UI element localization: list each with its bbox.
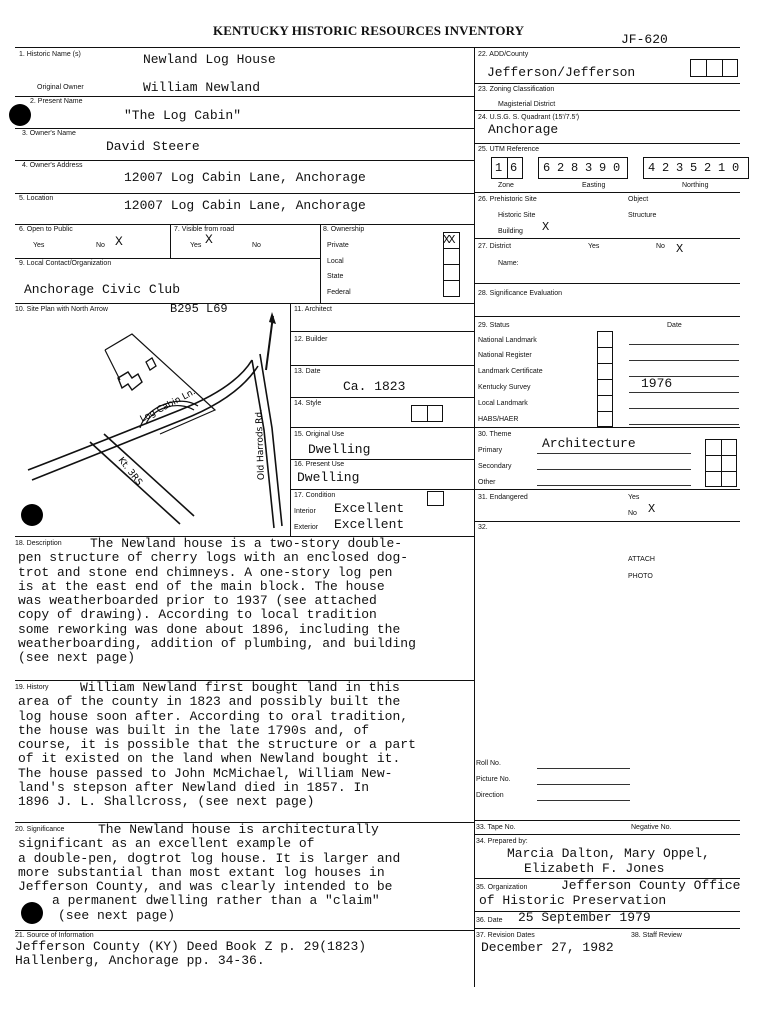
endangered-yes: Yes <box>628 494 640 501</box>
status-div2 <box>597 363 613 364</box>
district-label: 27. District <box>478 243 512 250</box>
rule-r28 <box>474 316 740 317</box>
description-line: was weatherboarded prior to 1937 (see attached <box>18 593 377 609</box>
staff-review-label: 38. Staff Review <box>631 932 682 939</box>
history-line: area of the county in 1823 and possibly built the <box>18 694 401 710</box>
source-line: Jefferson County (KY) Deed Book Z p. 29(1823) <box>15 939 367 954</box>
architect-label: 11. Architect <box>294 306 333 313</box>
history-line: William Newland first bought land in this <box>80 680 400 695</box>
status-national-landmark: National Landmark <box>478 337 537 344</box>
rule-12 <box>290 365 474 366</box>
add-county-label: 22. ADD/County <box>478 51 529 58</box>
theme-code-vdiv <box>721 439 722 487</box>
utm-zone-label: Zone <box>498 182 514 189</box>
rule-r29 <box>474 427 740 428</box>
rule-67-div <box>170 224 171 258</box>
rule-2 <box>15 96 474 97</box>
condition-box[interactable] <box>427 491 444 506</box>
status-date-label: Date <box>667 322 682 329</box>
open-to-public-label: 6. Open to Public <box>19 226 73 233</box>
original-owner-label: Original Owner <box>37 84 84 91</box>
top-rule <box>15 47 740 48</box>
house-footprint <box>118 372 142 390</box>
historic-name-label: 1. Historic Name (s) <box>19 51 81 58</box>
local-contact-value: Anchorage Civic Club <box>24 282 181 297</box>
utm-label: 25. UTM Reference <box>478 146 540 153</box>
utm-northing-digit: 2 <box>662 161 670 175</box>
present-name-label: 2. Present Name <box>30 98 83 105</box>
rule-r26 <box>474 238 740 239</box>
lot-boundary <box>105 334 215 434</box>
picture-line <box>537 784 630 785</box>
site-plan-map <box>20 310 288 534</box>
rule-21 <box>15 930 474 931</box>
rule-r24 <box>474 143 740 144</box>
owners-address-value: 12007 Log Cabin Lane, Anchorage <box>124 170 366 185</box>
source-text <box>15 940 366 969</box>
district-name-label: Name: <box>498 260 519 267</box>
status-habs-haer: HABS/HAER <box>478 416 519 423</box>
rule-10 <box>15 303 474 304</box>
significance-line: The Newland house is architecturally <box>98 822 379 837</box>
location-label: 5. Location <box>19 195 54 202</box>
history-line: 1896 J. L. Shallcross, (see next page) <box>18 794 315 810</box>
utm-easting-digit: 6 <box>543 161 551 175</box>
utm-zone-digit: 1 <box>495 161 503 175</box>
structure-label: Structure <box>628 212 657 219</box>
visible-mark: X <box>205 232 213 247</box>
rule-11 <box>290 331 474 332</box>
own-box-div2 <box>443 264 460 265</box>
exterior-label: Exterior <box>294 524 319 531</box>
significance-eval-label: 28. Significance Evaluation <box>478 290 563 297</box>
rule-8-div <box>320 224 321 303</box>
visible-label: 7. Visible from road <box>174 226 235 233</box>
street-label-1: Log Cabin Ln. <box>138 387 198 425</box>
utm-northing-digit: 1 <box>718 161 726 175</box>
building-mark: X <box>542 220 550 234</box>
ownership-private: Private <box>327 242 349 249</box>
open-mark: X <box>115 234 123 249</box>
original-use-label: 15. Original Use <box>294 431 345 438</box>
rule-3 <box>15 128 474 129</box>
rule-16 <box>290 489 474 490</box>
owners-name-label: 3. Owner's Name <box>22 130 76 137</box>
prepared-by-line1: Marcia Dalton, Mary Oppel, <box>507 846 710 861</box>
rule-5 <box>15 193 474 194</box>
history-text <box>18 681 416 810</box>
site-plan-ref: B295 L69 <box>170 302 228 316</box>
roll-line <box>537 768 630 769</box>
rule-r30 <box>474 489 740 490</box>
status-landmark-certificate: Landmark Certificate <box>478 368 543 375</box>
utm-zone-digit: 6 <box>510 161 518 175</box>
prepared-by-line2: Elizabeth F. Jones <box>524 861 665 876</box>
ownership-label: 8. Ownership <box>323 226 365 233</box>
rule-15 <box>290 459 474 460</box>
significance-line: more substantial than most extant log houses in <box>18 864 385 880</box>
description-label: 18. Description <box>15 540 62 547</box>
significance-line: a permanent dwelling rather than a "claim" <box>52 893 380 909</box>
history-label: 19. History <box>15 684 49 691</box>
date-label: 13. Date <box>294 368 321 375</box>
zoning-value: Magisterial District <box>498 101 556 108</box>
quadrant-label: 24. U.S.G. S. Quadrant (15'/7.5') <box>478 114 580 121</box>
rule-r22 <box>474 83 740 84</box>
rule-4 <box>15 160 474 161</box>
prep-date-label: 36. Date <box>476 917 503 924</box>
rule-r33 <box>474 834 740 835</box>
description-line: trot and stone end chimneys. A one-story log pen <box>18 564 393 580</box>
status-date-line6 <box>629 424 739 425</box>
rule-r23 <box>474 110 740 111</box>
status-national-register: National Register <box>478 352 532 359</box>
utm-northing-label: Northing <box>682 182 709 189</box>
local-contact-label: 9. Local Contact/Organization <box>19 260 112 267</box>
street-label-3: Kt. 3RS <box>115 455 144 488</box>
source-label: 21. Source of Information <box>15 932 94 939</box>
theme-label: 30. Theme <box>478 431 512 438</box>
visible-no: No <box>252 242 261 249</box>
add-code-div1 <box>706 59 707 77</box>
condition-label: 17. Condition <box>294 492 336 499</box>
organization-line1: Jefferson County Office <box>561 878 741 893</box>
theme-secondary-label: Secondary <box>478 463 512 470</box>
status-kentucky-survey: Kentucky Survey <box>478 384 531 391</box>
style-label: 14. Style <box>294 400 322 407</box>
rule-9 <box>15 258 320 259</box>
significance-text <box>18 823 400 923</box>
ownership-state: State <box>327 273 344 280</box>
status-div1 <box>597 347 613 348</box>
status-div4 <box>597 395 613 396</box>
negative-label: Negative No. <box>631 824 672 831</box>
visible-yes: Yes <box>190 242 202 249</box>
ownership-mark: XX <box>443 233 454 247</box>
photo-text: PHOTO <box>628 573 653 580</box>
theme-line1 <box>537 453 691 454</box>
prehistoric-label: 26. Prehistoric Site <box>478 196 537 203</box>
prepared-by-label: 34. Prepared by: <box>476 838 528 845</box>
description-text <box>18 537 416 666</box>
add-code-box[interactable] <box>690 59 738 77</box>
status-date-line2 <box>629 360 739 361</box>
utm-easting-digit: 8 <box>571 161 579 175</box>
historic-name-value: Newland Log House <box>143 52 276 67</box>
status-date-line1 <box>629 344 739 345</box>
ownership-local: Local <box>327 258 344 265</box>
revision-value: December 27, 1982 <box>481 940 614 955</box>
rule-r32 <box>474 820 740 821</box>
form-number: JF-620 <box>621 32 668 47</box>
description-line: pen structure of cherry logs with an enclosed dog- <box>18 550 409 566</box>
theme-other-label: Other <box>478 479 496 486</box>
style-box-div <box>427 405 428 422</box>
rule-r31 <box>474 521 740 522</box>
rule-r36 <box>474 928 740 929</box>
kentucky-survey-date: 1976 <box>641 376 673 391</box>
own-box-div3 <box>443 280 460 281</box>
original-use-value: Dwelling <box>308 442 371 457</box>
middle-column-divider <box>290 303 291 536</box>
utm-easting-digit: 2 <box>557 161 565 175</box>
theme-code-hdiv1 <box>705 455 737 456</box>
original-owner-value: William Newland <box>143 80 261 95</box>
present-name-value: "The Log Cabin" <box>124 108 242 123</box>
history-line: of it existed on the land when Newland bought it. <box>18 751 401 767</box>
history-line: course, it is possible that the structure or a part <box>18 737 416 753</box>
direction-label: Direction <box>476 792 504 799</box>
rule-13 <box>290 397 474 398</box>
zoning-label: 23. Zoning Classification <box>478 86 555 93</box>
utm-zone-box[interactable] <box>491 157 523 179</box>
direction-line <box>537 800 630 801</box>
builder-label: 12. Builder <box>294 336 328 343</box>
present-use-value: Dwelling <box>297 470 360 485</box>
street-label-2: Old Harrods Rd. <box>254 408 267 481</box>
history-line: land's stepson after Newland died in 1857. In <box>18 780 370 796</box>
utm-easting-digit: 0 <box>613 161 621 175</box>
utm-easting-digit: 9 <box>599 161 607 175</box>
description-line: weatherboarding, addition of plumbing, and building <box>18 636 416 652</box>
description-line: (see next page) <box>18 650 136 666</box>
utm-easting-label: Easting <box>582 182 606 189</box>
utm-easting-digit: 3 <box>585 161 593 175</box>
prep-date-value: 25 September 1979 <box>518 910 651 925</box>
history-line: The house passed to John McMichael, William New- <box>18 765 393 781</box>
open-yes: Yes <box>33 242 45 249</box>
picture-label: Picture No. <box>476 776 511 783</box>
significance-line: (see next page) <box>58 907 176 923</box>
roll-label: Roll No. <box>476 760 501 767</box>
utm-easting-box[interactable] <box>538 157 628 179</box>
exterior-value: Excellent <box>334 517 405 532</box>
interior-value: Excellent <box>334 501 405 516</box>
status-date-line5 <box>629 408 739 409</box>
right-column-divider <box>474 47 475 987</box>
description-line: The Newland house is a two-story double- <box>90 536 403 551</box>
present-use-label: 16. Present Use <box>294 461 345 468</box>
rule-r27 <box>474 283 740 284</box>
date-value: Ca. 1823 <box>343 379 406 394</box>
add-county-value: Jefferson/Jefferson <box>487 65 636 80</box>
theme-line2 <box>537 469 691 470</box>
endangered-no: No <box>628 510 637 517</box>
attach-text: ATTACH <box>628 556 655 563</box>
photo-label: 32. <box>478 524 488 531</box>
utm-northing-digit: 5 <box>690 161 698 175</box>
rule-r25 <box>474 192 740 193</box>
theme-primary-label: Primary <box>478 447 503 454</box>
historic-site-label: Historic Site <box>498 212 536 219</box>
own-box-div1 <box>443 248 460 249</box>
organization-line2: of Historic Preservation <box>479 893 667 908</box>
utm-northing-digit: 3 <box>676 161 684 175</box>
site-plan-label: 10. Site Plan with North Arrow <box>15 306 108 313</box>
open-no: No <box>96 242 105 249</box>
punch-hole-top <box>9 104 31 126</box>
endangered-mark: X <box>648 502 656 516</box>
utm-northing-box[interactable] <box>643 157 749 179</box>
quadrant-value: Anchorage <box>488 122 559 137</box>
district-mark: X <box>676 242 684 256</box>
description-line: some reworking was done about 1896, including the <box>18 621 401 637</box>
status-date-line4 <box>629 392 739 393</box>
utm-zone-div <box>507 158 508 179</box>
tape-label: 33. Tape No. <box>476 824 516 831</box>
significance-line: Jefferson County, and was clearly intended to be <box>18 879 393 895</box>
owners-address-label: 4. Owner's Address <box>22 162 83 169</box>
utm-northing-digit: 4 <box>648 161 656 175</box>
source-line: Hallenberg, Anchorage pp. 34-36. <box>15 953 265 969</box>
district-no: No <box>656 243 665 250</box>
building-label: Building <box>498 228 523 235</box>
theme-code-hdiv2 <box>705 471 737 472</box>
organization-label: 35. Organization <box>476 884 528 891</box>
district-yes: Yes <box>588 243 600 250</box>
utm-northing-digit: 0 <box>732 161 740 175</box>
theme-line3 <box>537 485 691 486</box>
outbuilding <box>146 358 156 370</box>
form-title: KENTUCKY HISTORIC RESOURCES INVENTORY <box>213 23 525 38</box>
history-line: the house was built in the late 1790s and, of <box>18 722 370 738</box>
description-line: is at the east end of the main block. The house <box>18 578 385 594</box>
utm-northing-digit: 2 <box>704 161 712 175</box>
significance-line: a double-pen, dogtrot log house. It is larger and <box>18 850 401 866</box>
rule-6 <box>15 224 474 225</box>
theme-primary-value: Architecture <box>542 436 636 451</box>
interior-label: Interior <box>294 508 316 515</box>
history-line: log house soon after. According to oral tradition, <box>18 708 409 724</box>
status-label: 29. Status <box>478 322 510 329</box>
endangered-label: 31. Endangered <box>478 494 528 501</box>
significance-line: significant as an excellent example of <box>18 836 315 852</box>
status-local-landmark: Local Landmark <box>478 400 528 407</box>
object-label: Object <box>628 196 649 203</box>
status-div5 <box>597 411 613 412</box>
owners-name-value: David Steere <box>106 139 200 154</box>
ownership-federal: Federal <box>327 289 351 296</box>
status-div3 <box>597 379 613 380</box>
revision-label: 37. Revision Dates <box>476 932 535 939</box>
rule-14 <box>290 427 474 428</box>
location-value: 12007 Log Cabin Lane, Anchorage <box>124 198 366 213</box>
significance-label: 20. Significance <box>15 826 65 833</box>
add-code-div2 <box>722 59 723 77</box>
description-line: copy of drawing). According to local tradition <box>18 607 377 623</box>
